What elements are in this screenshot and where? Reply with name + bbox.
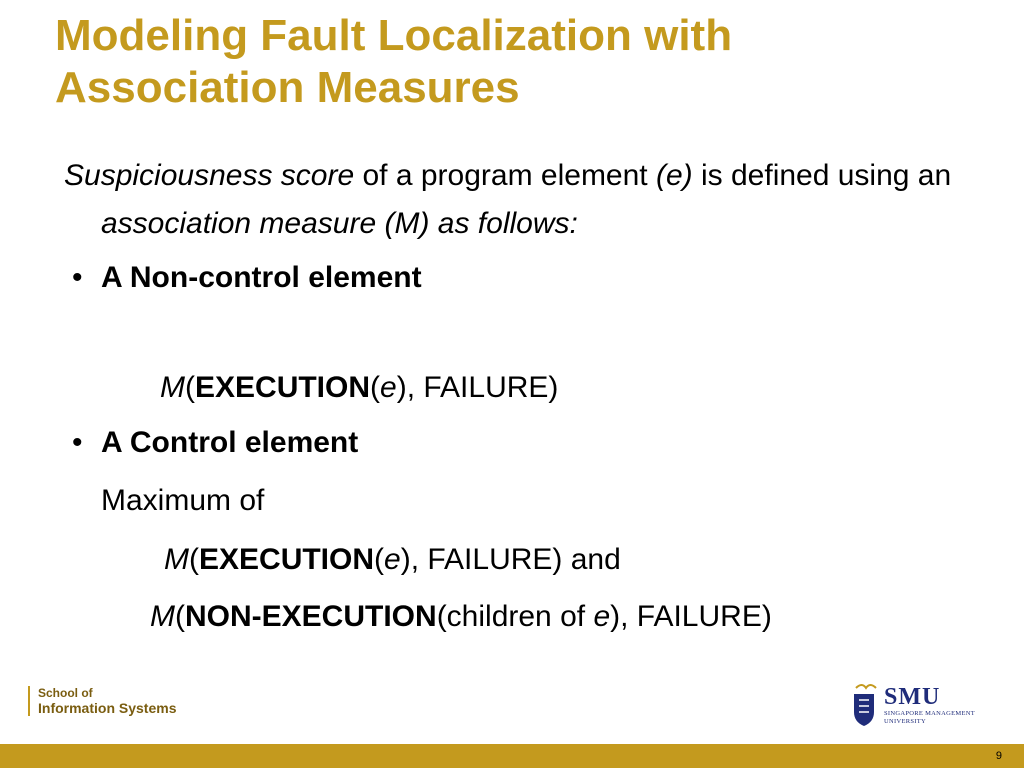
smu-wordmark-line-1: SINGAPORE MANAGEMENT <box>884 710 976 717</box>
formula-e: e <box>384 543 401 576</box>
formula-e: e <box>380 371 397 404</box>
bullet-marker: • <box>72 426 83 459</box>
formula-m: M <box>164 543 189 576</box>
bullet-marker: • <box>72 261 83 294</box>
formula-m: M <box>150 600 175 633</box>
school-logo-line-1: School of <box>38 686 93 700</box>
formula-rest: ), FAILURE) and <box>400 543 621 576</box>
intro-measure: association measure (M) as follows: <box>101 207 578 240</box>
school-logo-line-2: Information Systems <box>38 700 177 716</box>
intro-paragraph <box>64 152 994 248</box>
formula-paren: ( <box>175 600 185 633</box>
maximum-of: Maximum of <box>101 484 265 517</box>
smu-wordmark-line-2: UNIVERSITY <box>884 718 926 725</box>
smu-wordmark <box>884 684 975 726</box>
formula-paren: ( <box>374 543 385 576</box>
formula-paren: ( <box>189 543 199 576</box>
smu-emblem-icon <box>852 680 882 730</box>
formula-execution: EXECUTION <box>199 543 375 576</box>
smu-logo <box>852 680 976 730</box>
formula-paren: ( <box>370 371 381 404</box>
formula-non-execution: NON-EXECUTION <box>185 600 437 633</box>
bullet-non-control <box>64 250 994 306</box>
formula-m: M <box>160 371 185 404</box>
bullet-control <box>72 423 358 463</box>
title-line-1: Modeling Fault Localization with <box>55 11 733 60</box>
smu-wordmark-big: SMU <box>884 684 941 710</box>
school-logo <box>28 686 176 716</box>
title-line-2: Association Measures <box>55 63 520 112</box>
formula-paren: ( <box>185 371 195 404</box>
intro-text-1: of a program element <box>354 159 656 192</box>
formula-non-control <box>160 368 558 408</box>
page-number: 9 <box>995 750 1002 762</box>
slide-title <box>55 10 995 114</box>
formula-execution: EXECUTION <box>195 371 371 404</box>
formula-children: (children of <box>436 600 594 633</box>
intro-text-2: is defined using an <box>692 159 952 192</box>
bullet-non-control-heading: A Non-control element <box>101 261 422 294</box>
formula-rest: ), FAILURE) <box>396 371 559 404</box>
slide-body <box>64 152 994 306</box>
intro-element-symbol: (e) <box>655 159 693 192</box>
formula-rest: ), FAILURE) <box>610 600 772 633</box>
intro-term: Suspiciousness score <box>64 159 355 192</box>
footer-bar <box>0 744 1024 768</box>
formula-control-1 <box>164 540 621 580</box>
bullet-control-heading: A Control element <box>101 426 359 459</box>
formula-e: e <box>593 600 611 633</box>
formula-control-2 <box>150 597 772 637</box>
